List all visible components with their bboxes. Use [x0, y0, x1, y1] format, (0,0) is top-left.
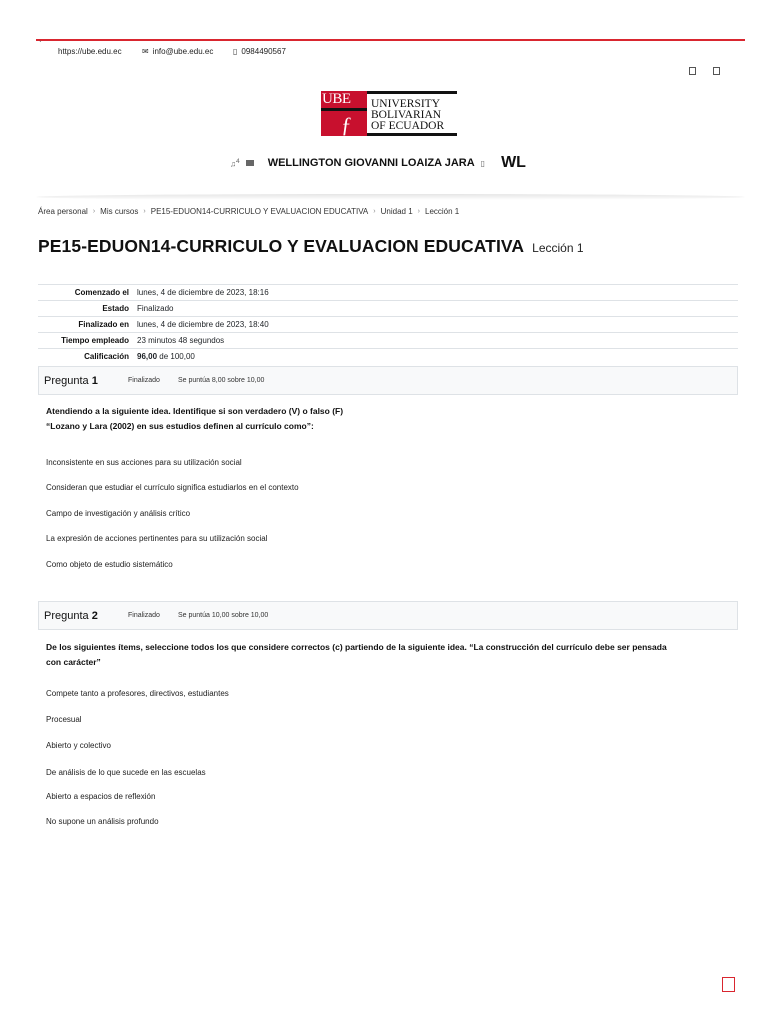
summary-value	[133, 349, 738, 365]
summary-value: lunes, 4 de diciembre de 2023, 18:40	[133, 317, 738, 333]
question-2-header	[38, 601, 738, 630]
summary-label: Comenzado el	[38, 285, 133, 301]
table-row	[38, 333, 738, 349]
page-subtitle: Lección 1	[532, 241, 584, 255]
attempt-summary-table	[38, 284, 738, 364]
question-2-text: De los siguientes ítems, seleccione todos los que considere correctos (c) partiendo de la siguiente idea. “La construcción del currículo debe ser pensada con carácter”	[46, 642, 667, 667]
summary-value: lunes, 4 de diciembre de 2023, 18:16	[133, 285, 738, 301]
answer-option: Abierto y colectivo	[46, 741, 111, 750]
logo-badge-text: UBE	[322, 91, 351, 107]
answer-option: Abierto a espacios de reflexión	[46, 792, 156, 801]
question-state: Finalizado	[128, 612, 160, 619]
chevron-right-icon: ›	[92, 208, 96, 215]
breadcrumb-item[interactable]: Unidad 1	[380, 207, 413, 216]
summary-value: 23 minutos 48 segundos	[133, 333, 738, 349]
website-text[interactable]: https://ube.edu.ec	[58, 47, 122, 56]
answer-option: Inconsistente en sus acciones para su utilización social	[46, 458, 242, 467]
answer-option: Como objeto de estudio sistemático	[46, 560, 173, 569]
table-row	[38, 301, 738, 317]
phone-link[interactable]	[233, 47, 286, 56]
breadcrumb-item[interactable]: Área personal	[38, 207, 88, 216]
question-number: Pregunta 2	[44, 609, 98, 622]
user-menu-caret-icon[interactable]: ▯	[480, 158, 486, 168]
question-number: Pregunta 1	[44, 374, 98, 387]
stray-mark: `	[39, 40, 42, 49]
table-row	[38, 349, 738, 365]
question-1-text: Atendiendo a la siguiente idea. Identifique si son verdadero (V) o falso (F) “Lozano y Lara (2002) en sus estudios definen al currículo como”:	[46, 406, 344, 431]
page-header	[38, 236, 584, 257]
email-link[interactable]	[142, 47, 213, 56]
envelope-icon: ✉	[142, 47, 149, 56]
website-link[interactable]	[58, 47, 122, 56]
chevron-right-icon: ›	[417, 208, 420, 215]
menu-icon[interactable]	[713, 67, 720, 75]
answer-option: La expresión de acciones pertinentes para su utilización social	[46, 534, 268, 543]
university-logo[interactable]	[321, 91, 457, 136]
breadcrumb-item[interactable]: PE15-EDUON14-CURRICULO Y EVALUACION EDUCATIVA	[150, 207, 369, 216]
answer-option: Compete tanto a profesores, directivos, estudiantes	[46, 689, 229, 698]
table-row	[38, 317, 738, 333]
answer-option: Procesual	[46, 715, 82, 724]
header-accent-line	[36, 39, 745, 41]
question-grade: Se puntúa 8,00 sobre 10,00	[178, 377, 265, 384]
summary-label: Calificación	[38, 349, 133, 365]
back-to-top-icon[interactable]	[722, 977, 735, 992]
summary-label: Tiempo empleado	[38, 333, 133, 349]
summary-label: Finalizado en	[38, 317, 133, 333]
grade-max: de 100,00	[157, 352, 195, 361]
question-state: Finalizado	[128, 377, 160, 384]
page-title: PE15-EDUON14-CURRICULO Y EVALUACION EDUCATIVA	[38, 236, 525, 256]
summary-value: Finalizado	[133, 301, 738, 317]
email-text[interactable]: info@ube.edu.ec	[152, 47, 214, 56]
question-1-header	[38, 366, 738, 395]
breadcrumb	[38, 207, 459, 216]
answer-option: Campo de investigación y análisis crítico	[46, 509, 191, 518]
summary-label: Estado	[38, 301, 133, 317]
messages-icon[interactable]	[246, 160, 254, 166]
logo-figure-icon: ƒ	[341, 112, 352, 137]
chevron-right-icon: ›	[143, 208, 146, 215]
header-divider	[36, 194, 745, 200]
logo-badge	[321, 91, 367, 136]
logo-text: UNIVERSITY BOLIVARIAN OF ECUADOR	[367, 91, 457, 136]
notifications-bell-icon[interactable]: ♫$^4$	[230, 157, 240, 169]
answer-option: No supone un análisis profundo	[46, 817, 159, 826]
breadcrumb-item[interactable]: Mis cursos	[100, 207, 139, 216]
question-grade: Se puntúa 10,00 sobre 10,00	[178, 612, 269, 619]
answer-option: Consideran que estudiar el currículo significa estudiarlos en el contexto	[46, 483, 299, 492]
phone-icon: ▯	[233, 47, 238, 56]
user-bar	[230, 154, 526, 172]
table-row	[38, 285, 738, 301]
breadcrumb-item[interactable]: Lección 1	[425, 207, 460, 216]
notification-count: 4	[236, 157, 240, 165]
phone-text[interactable]: 0984490567	[241, 47, 286, 56]
user-avatar-initials[interactable]: WL	[501, 154, 526, 171]
settings-icon[interactable]	[689, 67, 696, 75]
grade-score: 96,00	[137, 352, 158, 361]
answer-option: De análisis de lo que sucede en las escuelas	[46, 768, 206, 777]
user-name[interactable]: WELLINGTON GIOVANNI LOAIZA JARA	[267, 157, 475, 169]
chevron-right-icon: ›	[373, 208, 376, 215]
